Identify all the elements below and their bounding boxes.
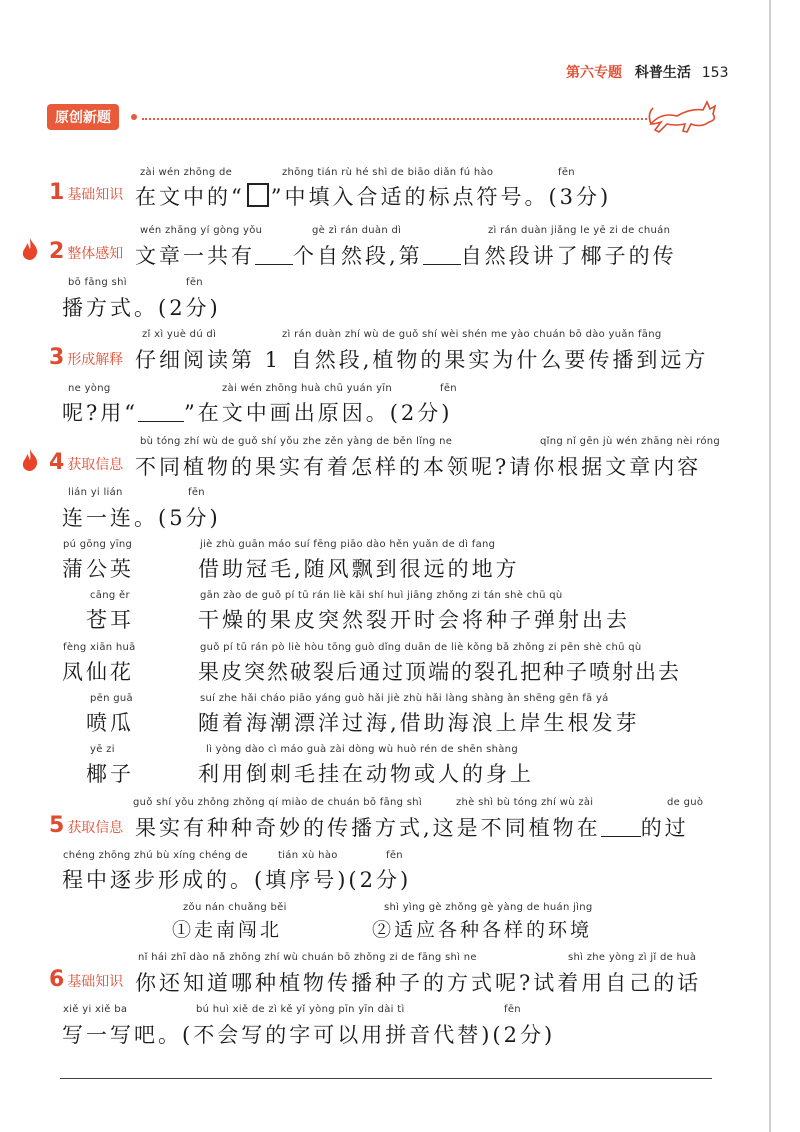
pinyin: zhōng tián rù hé shì de biāo diǎn fú hào — [282, 167, 494, 178]
method-desc[interactable]: 利用倒刺毛挂在动物或人的身上 — [198, 762, 534, 786]
pinyin: ne yòng — [68, 383, 111, 394]
question-5-text-cont: 程中逐步形成的。(填序号)(2分) — [62, 868, 412, 892]
pinyin: bù tóng zhí wù de guǒ shí yǒu zhe zěn yàng de běn lǐng ne — [140, 436, 453, 447]
pinyin: zhè shì bù tóng zhí wù zài — [456, 797, 594, 808]
pinyin: zì rán duàn zhí wù de guǒ shí wèi shén me yào chuán bō dào yuǎn fāng — [282, 329, 662, 340]
pinyin: shì yìng gè zhǒng gè yàng de huán jìng — [384, 902, 593, 913]
pinyin: zǒu nán chuǎng běi — [183, 902, 287, 913]
question-1-text: 在文中的“ ”中填入合适的标点符号。(3分) — [135, 185, 612, 209]
pinyin: fēn — [386, 850, 403, 861]
question-6-text: 你还知道哪种植物传播种子的方式呢?试着用自己的话 — [135, 971, 702, 995]
subject-title: 科普生活 — [634, 65, 691, 81]
question-5-label: 5 获取信息 — [49, 813, 124, 838]
answer-blank[interactable] — [601, 836, 641, 837]
page-edge — [769, 0, 771, 1132]
pinyin: tián xù hào — [278, 850, 338, 861]
answer-blank[interactable] — [138, 421, 184, 422]
pinyin: de guò — [667, 797, 704, 808]
pinyin: jiè zhù guān máo suí fēng piāo dào hěn yuǎn de dì fang — [200, 539, 496, 550]
plant-pugongying[interactable]: 蒲公英 — [62, 557, 134, 581]
pinyin: fēn — [558, 167, 575, 178]
fire-icon — [20, 448, 40, 472]
question-2-label: 2 整体感知 — [49, 239, 124, 264]
answer-blank[interactable] — [423, 264, 461, 265]
page-header — [566, 62, 728, 82]
question-6-label: 6 基础知识 — [49, 967, 124, 992]
method-desc[interactable]: 果皮突然破裂后通过顶端的裂孔把种子喷射出去 — [198, 660, 681, 684]
pinyin: cāng ěr — [90, 590, 130, 601]
question-3-text-cont: 呢?用“ ”在文中画出原因。(2分) — [62, 401, 453, 425]
pinyin: fēn — [440, 383, 457, 394]
pinyin: yē zi — [90, 744, 115, 755]
pinyin: qǐng nǐ gēn jù wén zhāng nèi róng — [540, 436, 721, 447]
pinyin: bú huì xiě de zì kě yǐ yòng pīn yīn dài tì — [196, 1004, 405, 1015]
pinyin: suí zhe hǎi cháo piāo yáng guò hǎi jiè zhù hǎi làng shàng àn shēng gēn fā yá — [200, 693, 609, 704]
pinyin: lián yi lián — [68, 487, 123, 498]
pinyin: wén zhāng yí gòng yǒu — [140, 225, 263, 236]
question-3-label: 3 形成解释 — [49, 345, 124, 370]
dotted-divider — [142, 118, 647, 120]
pinyin: guǒ shí yǒu zhǒng zhǒng qí miào de chuán bō fāng shì — [133, 797, 423, 808]
plant-yezi[interactable]: 椰子 — [86, 762, 134, 786]
pinyin: zài wén zhōng de — [140, 167, 233, 178]
cat-icon — [647, 94, 719, 136]
pinyin: bō fāng shì — [68, 277, 127, 288]
pinyin: chéng zhōng zhú bù xíng chéng de — [63, 850, 248, 861]
question-1-label: 1 基础知识 — [49, 180, 124, 205]
pinyin: shì zhe yòng zì jǐ de huà — [568, 952, 697, 963]
pinyin: pēn guā — [90, 693, 133, 704]
method-desc[interactable]: 借助冠毛,随风飘到很远的地方 — [198, 557, 520, 581]
option-1[interactable]: ①走南闯北 — [172, 919, 283, 941]
question-4-text: 不同植物的果实有着怎样的本领呢?请你根据文章内容 — [135, 455, 702, 479]
pinyin: zài wén zhōng huà chū yuán yīn — [222, 383, 393, 394]
question-5-text: 果实有种种奇妙的传播方式,这是不同植物在 的过 — [135, 816, 689, 840]
pinyin: zǐ xì yuè dú dì — [142, 329, 217, 340]
method-desc[interactable]: 干燥的果皮突然裂开时会将种子弹射出去 — [198, 608, 630, 632]
pinyin: fēn — [188, 487, 205, 498]
pinyin: xiě yi xiě ba — [63, 1004, 128, 1015]
question-4-label: 4 获取信息 — [49, 450, 124, 475]
pinyin: nǐ hái zhī dào nǎ zhǒng zhí wù chuán bō zhǒng zi de fāng shì ne — [138, 952, 477, 963]
pinyin: guǒ pí tū rán pò liè hòu tōng guò dǐng duān de liè kǒng bǎ zhǒng zi pēn shè chū qù — [200, 642, 642, 653]
plant-fengxianhua[interactable]: 凤仙花 — [62, 660, 134, 684]
question-3-text: 仔细阅读第 1 自然段,植物的果实为什么要传播到远方 — [135, 348, 709, 372]
chapter-title: 第六专题 — [566, 65, 622, 81]
badge-dot — [131, 114, 137, 120]
method-desc[interactable]: 随着海潮漂洋过海,借助海浪上岸生根发芽 — [198, 711, 640, 735]
pinyin: fēn — [186, 277, 203, 288]
question-2-text: 文章一共有 个自然段,第 自然段讲了椰子的传 — [135, 244, 677, 268]
plant-cang-er[interactable]: 苍耳 — [86, 608, 134, 632]
pinyin: fēn — [504, 1004, 521, 1015]
plant-pengua[interactable]: 喷瓜 — [86, 711, 134, 735]
pinyin: lì yòng dào cì máo guà zài dòng wù huò rén de shēn shàng — [206, 744, 518, 755]
pinyin: fèng xiān huā — [63, 642, 136, 653]
pinyin: gān zào de guǒ pí tū rán liè kāi shí huì jiāng zhǒng zi tán shè chū qù — [200, 590, 563, 601]
fire-icon — [20, 237, 40, 261]
answer-line[interactable] — [60, 1078, 712, 1079]
question-4-text-cont: 连一连。(5分) — [62, 506, 221, 530]
pinyin: zì rán duàn jiǎng le yē zi de chuán — [488, 225, 671, 236]
page-number: 153 — [701, 65, 729, 81]
punctuation-box[interactable] — [247, 183, 269, 207]
question-2-text-cont: 播方式。(2分) — [62, 296, 221, 320]
section-badge: 原创新题 — [47, 104, 119, 130]
question-6-text-cont: 写一写吧。(不会写的字可以用拼音代替)(2分) — [62, 1023, 556, 1047]
pinyin: pú gōng yīng — [63, 539, 133, 550]
option-2[interactable]: ②适应各种各样的环境 — [372, 919, 593, 941]
answer-blank[interactable] — [255, 264, 293, 265]
pinyin: gè zì rán duàn dì — [312, 225, 402, 236]
